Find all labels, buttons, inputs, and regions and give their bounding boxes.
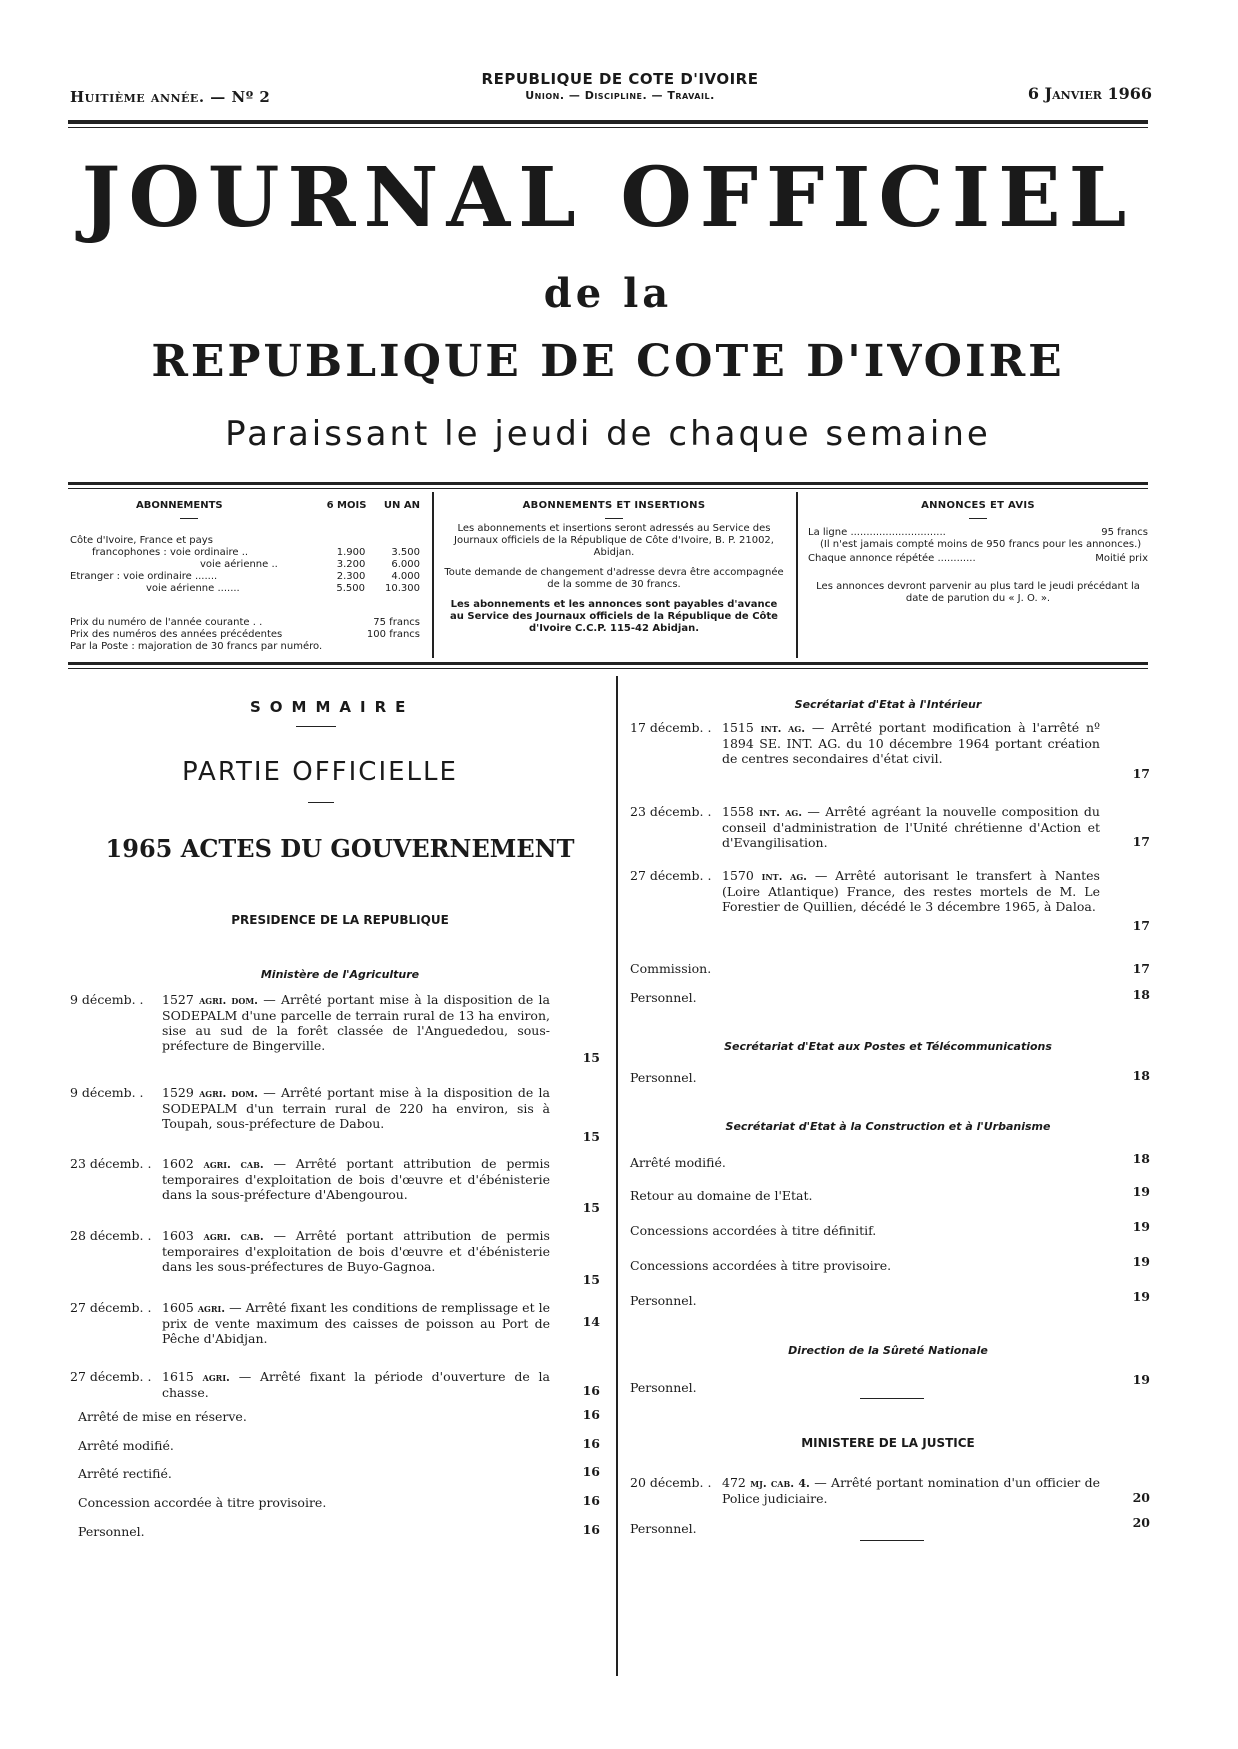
price-previous: Prix des numéros des années précédentes 100 francs bbox=[70, 629, 420, 640]
toc-entry bbox=[70, 1369, 600, 1399]
issue-date: 6 Janvier 1966 bbox=[1027, 84, 1152, 103]
abonnements-title: ABONNEMENTS bbox=[136, 500, 223, 511]
interieur-heading: Secrétariat d'Etat à l'Intérieur bbox=[794, 698, 982, 711]
item-page: 18 bbox=[1132, 1151, 1150, 1166]
presidence-heading: PRESIDENCE DE LA REPUBLIQUE bbox=[231, 913, 449, 927]
entry-date: 23 décemb. . bbox=[70, 1156, 152, 1171]
item-text: Concessions accordées à titre provisoire. bbox=[630, 1258, 892, 1273]
masthead-rule bbox=[68, 482, 1148, 485]
toc-entry bbox=[70, 1156, 600, 1216]
entry-page: 15 bbox=[582, 1272, 600, 1287]
rate-row-4: voie aérienne ....... 5.500 10.300 bbox=[146, 583, 420, 594]
entry-page: 17 bbox=[1132, 918, 1150, 933]
annonces-note: (Il n'est jamais compté moins de 950 francs pour les annonces.) bbox=[820, 539, 1142, 550]
entry-date: 27 décemb. . bbox=[70, 1300, 152, 1315]
toc-personnel-postes: Personnel. 18 bbox=[630, 1068, 1150, 1085]
item-page: 16 bbox=[582, 1436, 600, 1451]
abonnements-box bbox=[70, 500, 420, 653]
item-text: Concessions accordées à titre définitif. bbox=[630, 1223, 877, 1238]
item-page: 19 bbox=[1132, 1184, 1150, 1199]
item-text: Arrêté modifié. bbox=[78, 1438, 174, 1453]
entry-page: 16 bbox=[582, 1383, 600, 1398]
item-page: 16 bbox=[582, 1493, 600, 1508]
item-text: Retour au domaine de l'Etat. bbox=[630, 1188, 813, 1203]
actes-heading: 1965 ACTES DU GOUVERNEMENT bbox=[105, 834, 575, 863]
toc-entry bbox=[70, 1228, 600, 1288]
entry-date: 27 décemb. . bbox=[630, 868, 712, 883]
surete-heading: Direction de la Sûreté Nationale bbox=[788, 1344, 988, 1357]
entry-page: 15 bbox=[582, 1129, 600, 1144]
insertions-change-address: Toute demande de changement d'adresse devra être accompagnée de la somme de 30 francs. bbox=[444, 567, 784, 590]
annonces-deadline: Les annonces devront parvenir au plus tard le jeudi précédant la date de parution du « J. O. ». bbox=[816, 581, 1140, 604]
toc-simple-item bbox=[630, 1289, 1150, 1308]
column-divider bbox=[616, 676, 618, 1676]
price-current: Prix du numéro de l'année courante . . 75 francs bbox=[70, 617, 420, 628]
rate-row-1: francophones : voie ordinaire .. 1.900 3.500 bbox=[92, 547, 420, 558]
toc-simple-item bbox=[78, 1409, 600, 1424]
annonces-box bbox=[808, 500, 1148, 605]
box-divider-2 bbox=[796, 492, 798, 658]
toc-entry bbox=[70, 992, 600, 1068]
justice-entry: 20 décemb. . 472 mj. cab. 4. — Arrêté portant nomination d'un officier de Police judiciaire. 20 bbox=[630, 1475, 1150, 1506]
entry-date: 17 décemb. . bbox=[630, 720, 712, 735]
insertions-address: Les abonnements et insertions seront adressés au Service des Journaux officiels de la République de Côte d'Ivoire, B. P. 21002, Abidjan. bbox=[454, 523, 774, 558]
toc-simple-item bbox=[78, 1438, 600, 1453]
journal-title: JOURNAL OFFICIEL bbox=[81, 150, 1135, 246]
journal-republic: REPUBLIQUE DE COTE D'IVOIRE bbox=[151, 336, 1065, 387]
entry-text: 1529 agri. dom. — Arrêté portant mise à la disposition de la SODEPALM d'un terrain rural de 220 ha environ, sis à Toupah, sous-préfecture de Dabou. bbox=[162, 1085, 550, 1131]
col-un-an: UN AN bbox=[383, 500, 420, 511]
item-text: Concession accordée à titre provisoire. bbox=[78, 1495, 327, 1510]
item-page: 19 bbox=[1132, 1254, 1150, 1269]
header-rule bbox=[68, 120, 1148, 124]
toc-simple-item bbox=[78, 1495, 600, 1510]
sommaire-heading: SOMMAIRE bbox=[250, 698, 415, 716]
ministere-agriculture-heading: Ministère de l'Agriculture bbox=[260, 968, 420, 981]
annonces-title: ANNONCES ET AVIS bbox=[921, 500, 1035, 511]
toc-personnel-surete: Personnel. 19 bbox=[630, 1372, 1150, 1395]
item-page: 19 bbox=[1132, 1219, 1150, 1234]
item-text: Personnel. bbox=[78, 1524, 145, 1539]
header-motto: Union. — Discipline. — Travail. bbox=[525, 89, 715, 102]
item-page: 19 bbox=[1132, 1289, 1150, 1304]
masthead-rule-thin bbox=[68, 488, 1148, 489]
item-page: 16 bbox=[582, 1464, 600, 1479]
toc-simple-item bbox=[630, 1184, 1150, 1203]
col-6mois: 6 MOIS bbox=[326, 500, 367, 511]
item-page: 16 bbox=[582, 1522, 600, 1537]
item-page: 16 bbox=[582, 1407, 600, 1422]
rate-row-2: voie aérienne .. 3.200 6.000 bbox=[200, 559, 420, 570]
toc-entry bbox=[630, 720, 1150, 782]
partie-officielle: PARTIE OFFICIELLE bbox=[182, 757, 458, 787]
boxes-rule bbox=[68, 662, 1148, 665]
entry-page: 17 bbox=[1132, 834, 1150, 849]
toc-simple-item bbox=[630, 1219, 1150, 1238]
header-republic-name: REPUBLIQUE DE COTE D'IVOIRE bbox=[481, 70, 759, 88]
price-post: Par la Poste : majoration de 30 francs par numéro. bbox=[70, 641, 323, 652]
entry-date: 9 décemb. . bbox=[70, 992, 144, 1007]
item-text: Arrêté rectifié. bbox=[78, 1466, 172, 1481]
entry-page: 14 bbox=[582, 1314, 600, 1329]
entry-date: 23 décemb. . bbox=[630, 804, 712, 819]
annonces-line-price: La ligne .............................. 95 francs bbox=[808, 527, 1148, 538]
entry-text: 1615 agri. — Arrêté fixant la période d'ouverture de la chasse. bbox=[162, 1369, 551, 1400]
toc-entry bbox=[630, 804, 1150, 850]
entry-page: 17 bbox=[1132, 766, 1150, 781]
entry-date: 28 décemb. . bbox=[70, 1228, 152, 1243]
toc-personnel-interieur: Personnel. 18 bbox=[630, 987, 1150, 1005]
rate-row-3: Etranger : voie ordinaire ....... 2.300 4.000 bbox=[70, 571, 420, 582]
toc-commission: Commission. 17 bbox=[630, 961, 1150, 976]
entry-date: 9 décemb. . bbox=[70, 1085, 144, 1100]
entry-text: 1602 agri. cab. — Arrêté portant attribution de permis temporaires d'exploitation de bois d'œuvre et d'ébénisterie dans la sous-préfecture d'Abengourou. bbox=[162, 1156, 550, 1202]
toc-simple-item bbox=[78, 1524, 600, 1539]
annonces-repeat: Chaque annonce répétée ............ Moitié prix bbox=[808, 553, 1148, 564]
construction-heading: Secrétariat d'Etat à la Construction et à l'Urbanisme bbox=[725, 1120, 1051, 1133]
entry-text: 1603 agri. cab. — Arrêté portant attribution de permis temporaires d'exploitation de bois d'œuvre et d'ébénisterie dans les sous-préfectures de Buyo-Gagnoa. bbox=[162, 1228, 550, 1274]
justice-heading: MINISTERE DE LA JUSTICE bbox=[801, 1436, 975, 1450]
journal-subtitle-dela: de la bbox=[543, 270, 673, 317]
insertions-title: ABONNEMENTS ET INSERTIONS bbox=[522, 500, 706, 511]
issue-number: Huitième année. — Nº 2 bbox=[70, 88, 271, 106]
boxes-rule-thin bbox=[68, 668, 1148, 669]
toc-simple-item bbox=[630, 1151, 1150, 1170]
toc-simple-item bbox=[630, 1254, 1150, 1273]
item-text: Arrêté de mise en réserve. bbox=[78, 1409, 247, 1424]
insertions-box bbox=[444, 500, 784, 635]
header-rule-thin bbox=[68, 127, 1148, 128]
entry-text: 1558 int. ag. — Arrêté agréant la nouvelle composition du conseil d'administration de l'Unité chrétienne d'Action et d'Evangilisation. bbox=[722, 804, 1100, 850]
entry-page: 15 bbox=[582, 1050, 600, 1065]
box-divider-1 bbox=[432, 492, 434, 658]
entry-text: 1515 int. ag. — Arrêté portant modification à l'arrêté nº 1894 SE. INT. AG. du 10 décembre 1964 portant création de centres secondaires d'état civil. bbox=[722, 720, 1100, 766]
entry-text: 1570 int. ag. — Arrêté autorisant le transfert à Nantes (Loire Atlantique) France, des restes mortels de M. Le Forestier de Quillien, décédé le 3 décembre 1965, à Daloa. bbox=[722, 868, 1100, 914]
item-text: Personnel. bbox=[630, 1293, 697, 1308]
toc-personnel-justice: Personnel. 20 bbox=[630, 1515, 1150, 1536]
toc-entry bbox=[630, 868, 1150, 933]
entry-text: 1605 agri. — Arrêté fixant les conditions de remplissage et le prix de vente maximum des caisses de poisson au Port de Pêche d'Abidjan. bbox=[162, 1300, 551, 1346]
entry-date: 27 décemb. . bbox=[70, 1369, 152, 1384]
insertions-payment: Les abonnements et les annonces sont payables d'avance au Service des Journaux officiels de la République de Côte d'Ivoire C.C.P. 115-42 Abidjan. bbox=[450, 599, 778, 634]
entry-page: 15 bbox=[582, 1200, 600, 1215]
rate-row-1a: Côte d'Ivoire, France et pays bbox=[70, 535, 213, 546]
header-republic bbox=[420, 70, 820, 102]
item-text: Arrêté modifié. bbox=[630, 1155, 726, 1170]
journal-frequency: Paraissant le jeudi de chaque semaine bbox=[225, 414, 991, 454]
toc-simple-item bbox=[78, 1466, 600, 1481]
entry-text: 1527 agri. dom. — Arrêté portant mise à la disposition de la SODEPALM d'une parcelle de terrain rural de 13 ha environ, sise au sud de la forêt classée de l'Anguededou, sous-préfecture de Bingerville. bbox=[162, 992, 550, 1053]
postes-heading: Secrétariat d'Etat aux Postes et Télécommunications bbox=[724, 1040, 1052, 1053]
toc-entry bbox=[70, 1085, 600, 1145]
toc-entry bbox=[70, 1300, 600, 1346]
